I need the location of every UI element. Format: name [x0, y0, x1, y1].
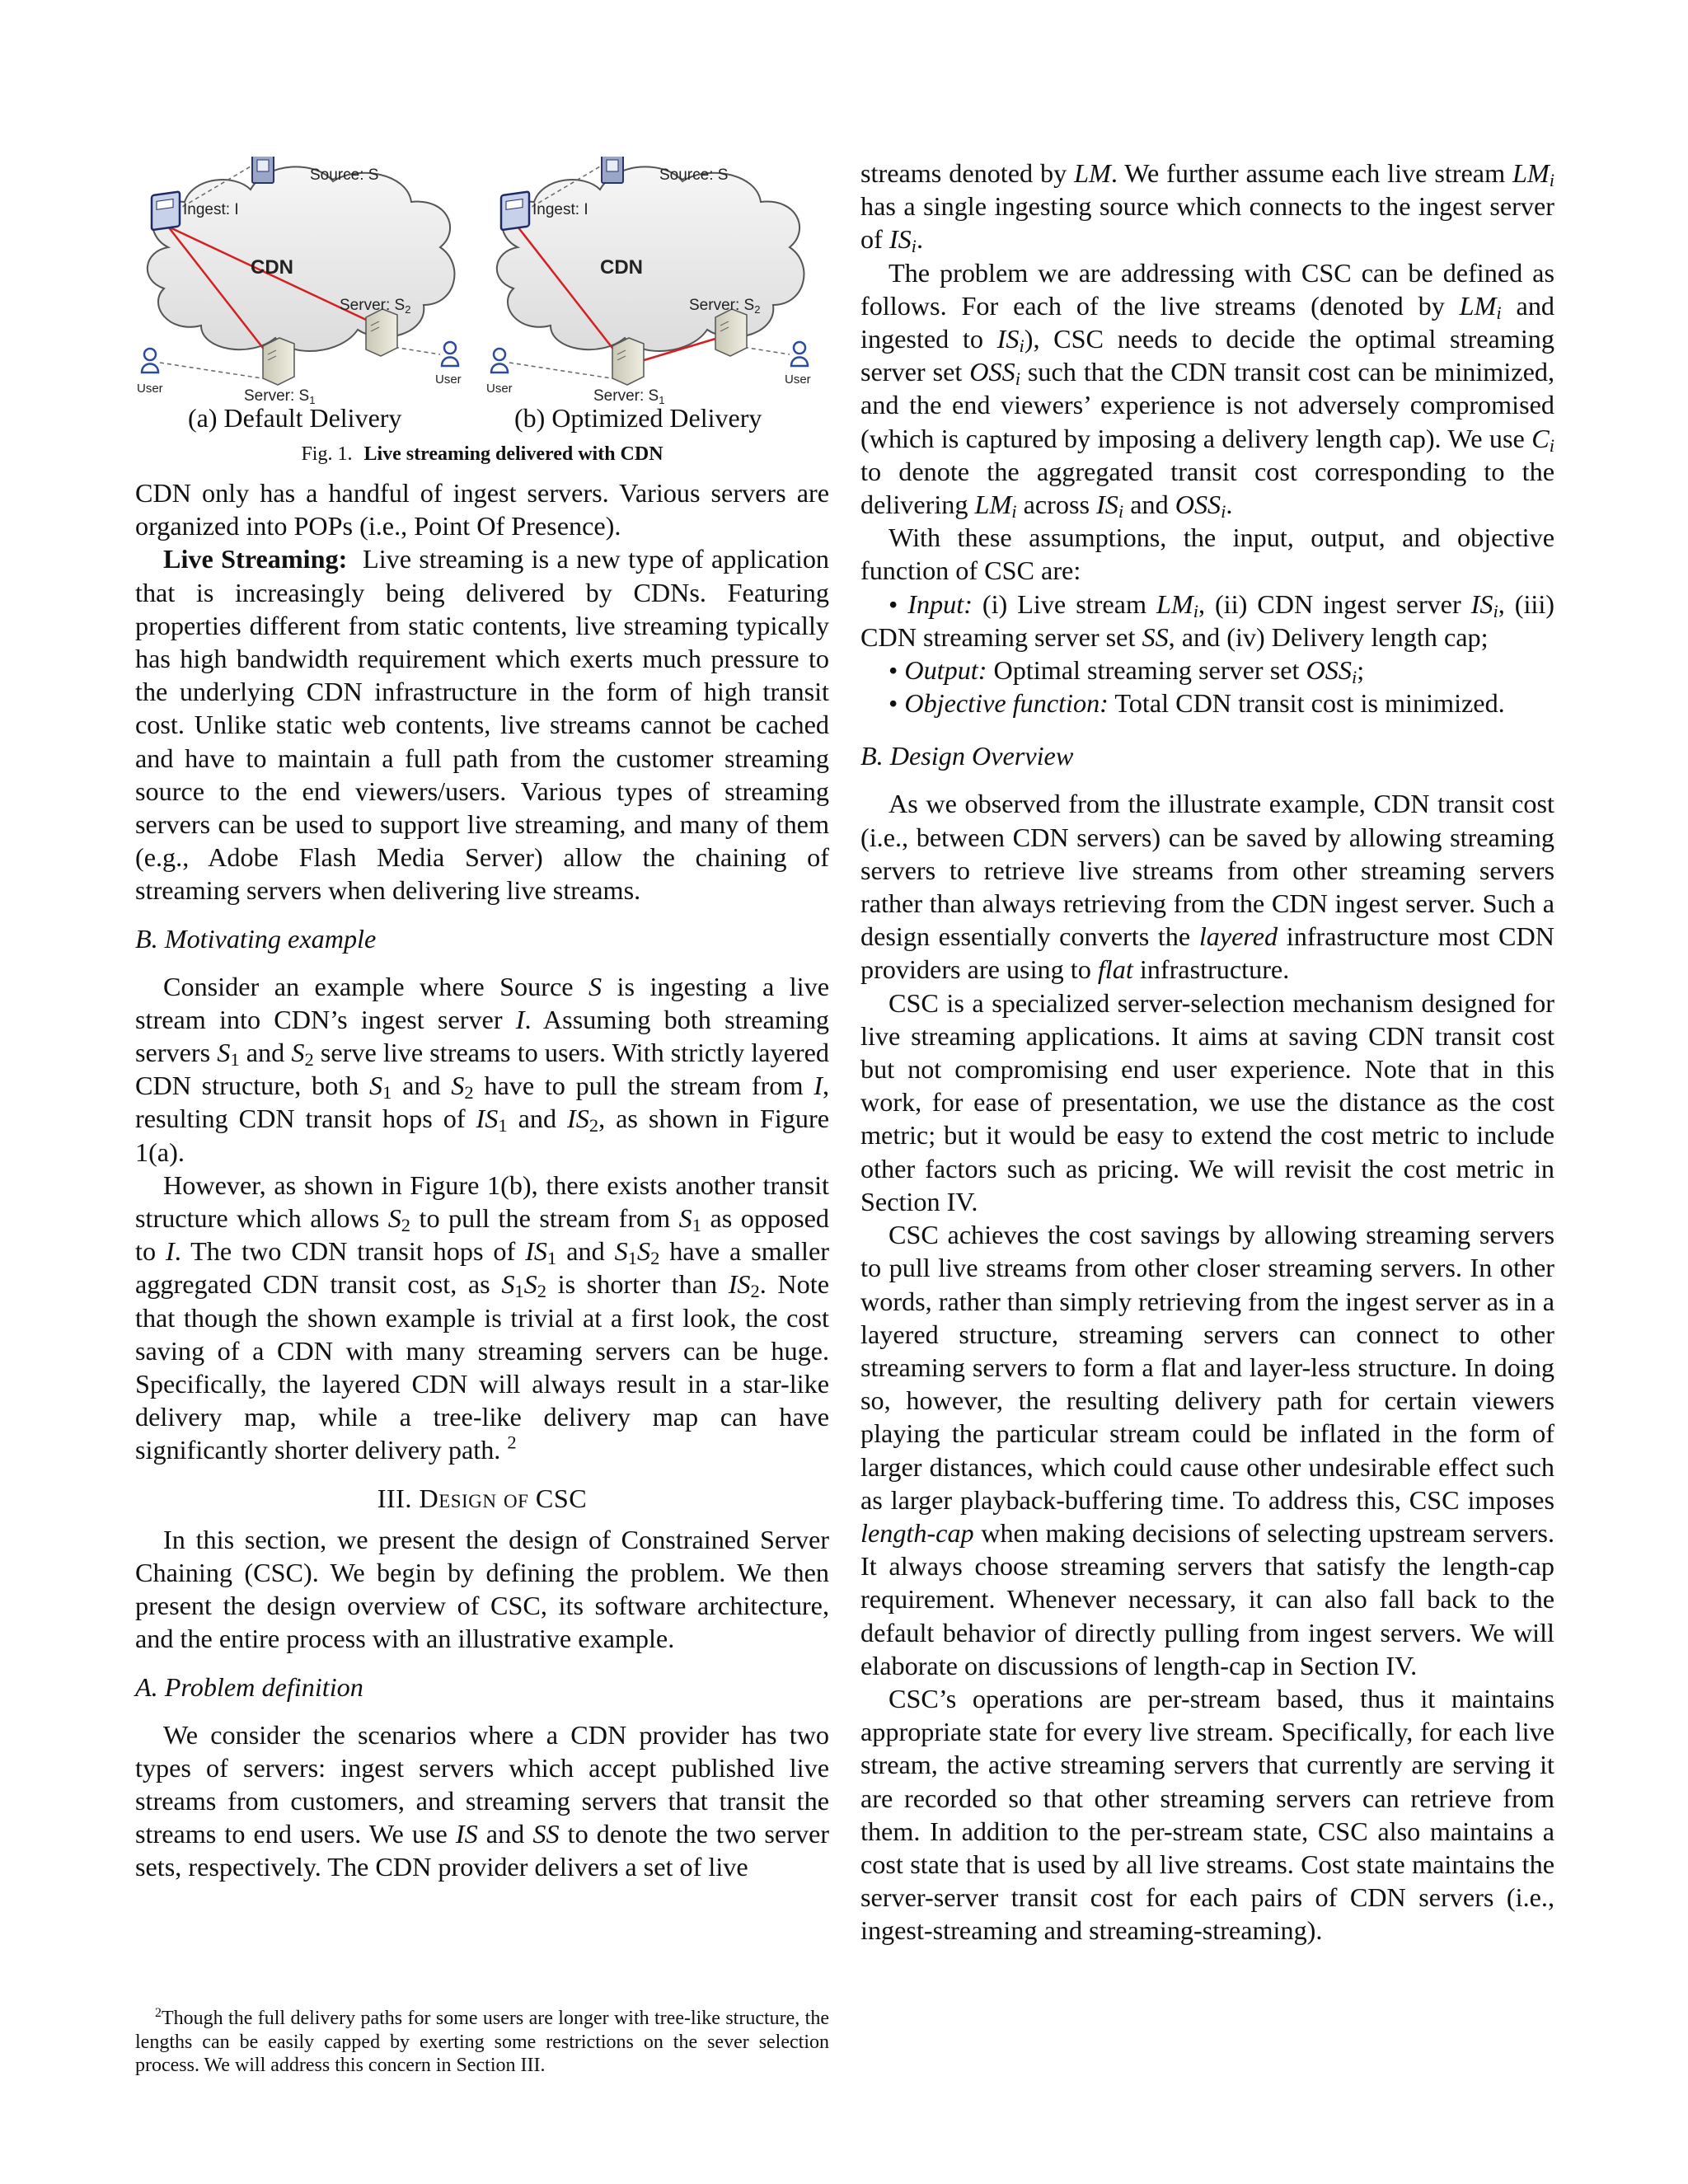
- server-s1-icon: [612, 338, 644, 385]
- paragraph: With these assumptions, the input, output, and objective function of CSC are:: [860, 523, 1554, 586]
- source-label: Source: S: [659, 166, 729, 184]
- paragraph-problem-def: The problem we are addressing with CSC can be defined as follows. For each of the live streams (denoted by $LM_i$ and ingested to $IS_i$), CSC needs to decide the optimal streaming server set $OSS_i$ such that the CDN transit cost can be minimized, and the end viewers’ experience is not adversely compromised (which is captured by imposing a delivery length cap). We use $C_i$ to denote the aggregated transit cost corresponding to the delivering $LM_i$ across $IS_i$ and $OSS_i$.: [860, 257, 1555, 522]
- server-s1-label: Server: $S_1$: [244, 387, 316, 404]
- figure-panel-a: [135, 157, 481, 404]
- cdn-label: CDN: [251, 256, 293, 279]
- server-s1-icon: [263, 338, 294, 385]
- server-s2-icon: [366, 309, 397, 356]
- paragraph: CDN only has a handful of ingest servers. Various servers are organized into POPs (i.e., Point Of Presence).: [135, 478, 829, 541]
- server-s2-label: Server: $S_2$: [340, 297, 411, 316]
- paragraph-overview-4: CSC’s operations are per-stream based, thus it maintains appropriate state for every live stream. Specifically, for each live stream, the active streaming servers that currently are serving it are recorded so that other streaming servers can retrieve from them. In addition to the per-stream state, CSC also maintains a cost state that is used by all live streams. Cost state maintains the server-server transit cost for each pairs of CDN servers (i.e., ingest-streaming and streaming-streaming).: [860, 1683, 1554, 1946]
- section-heading: III. Design of CSC: [377, 1483, 588, 1513]
- source-label: Source: S: [310, 166, 379, 184]
- left-column: [135, 157, 829, 1884]
- figure-title: Live streaming delivered with CDN: [363, 443, 663, 465]
- paragraph-continued: streams denoted by LM. We further assume each live stream $LM_i$ has a single ingesting source which connects to the ingest server of $IS_i$.: [860, 158, 1554, 257]
- user-label-left: User: [486, 382, 513, 396]
- source-server-icon: [602, 157, 623, 183]
- footnote: $^2$Though the full delivery paths for some users are longer with tree-like structure, the lengths can be easily capped by exerting some restrictions on the sever selection process. We will address this concern in Section III.: [135, 2006, 829, 2076]
- cdn-label: CDN: [600, 256, 643, 279]
- paragraph-problem: We consider the scenarios where a CDN provider has two types of servers: ingest servers which accept published live streams from customers, and streaming servers that transit the streams to end users. We use IS and SS to denote the two server sets, respectively. The CDN provider delivers a set of live: [135, 1719, 829, 1882]
- list-item: • Output: Optimal streaming server set $OSS_i$;: [889, 655, 1365, 687]
- subsection-heading: B. Design Overview: [860, 741, 1074, 771]
- subcaption-b: (b) Optimized Delivery: [514, 403, 762, 433]
- list-item: • Input: (i) Live stream $LM_i$, (ii) CDN ingest server $IS_i$, (iii) CDN streaming server set SS, and (iv) Delivery length cap;: [860, 588, 1554, 652]
- ingest-label: Ingest: I: [532, 201, 588, 218]
- server-s1-label: Server: $S_1$: [593, 387, 665, 404]
- paragraph-overview-1: As we observed from the illustrate example, CDN transit cost (i.e., between CDN servers) can be saved by allowing streaming servers to retrieve live streams from other streaming servers rather than always retrieving from the CDN ingest server. Such a design essentially converts the layered infrastructure most CDN providers are using to flat infrastructure.: [860, 789, 1554, 985]
- user-label-left: User: [137, 382, 163, 396]
- user-label-right: User: [435, 373, 462, 387]
- paragraph-overview-2: CSC is a specialized server-selection mechanism designed for live streaming applications. It aims at saving CDN transit cost but not compromising end user experience. Note that in this work, for ease of presentation, we use the distance as the cost metric; but it would be easy to extend the cost metric to include other factors such as pricing. We will revisit the cost metric in Section IV.: [860, 987, 1554, 1216]
- source-server-icon: [252, 157, 274, 183]
- user-icon: [442, 342, 458, 366]
- paragraph-overview-3: CSC achieves the cost savings by allowing streaming servers to pull live streams from other closer streaming servers. In other words, rather than simply retrieving from the ingest server as in a layered structure, streaming servers can connect to other streaming servers to form a flat and layer-less structure. In doing so, however, the resulting delivery path for certain viewers playing the particular stream could be inflated in the form of larger distances, which could cause other undesirable effect such as larger playback-buffering time. To address this, CSC imposes length-cap when making decisions of selecting upstream servers. It always choose streaming servers that satisfy the length-cap requirement. Whenever necessary, it can also fall back to the default behavior of directly pulling from ingest servers. We will elaborate on discussions of length-cap in Section IV.: [860, 1220, 1554, 1680]
- figure-1: [135, 157, 829, 470]
- ingest-label: Ingest: I: [183, 201, 239, 218]
- list-item: • Objective function: Total CDN transit cost is minimized.: [889, 688, 1505, 719]
- figure-caption: [135, 442, 829, 466]
- user-icon: [791, 342, 808, 366]
- user-icon: [491, 349, 508, 373]
- user-icon: [142, 349, 158, 373]
- server-s2-label: Server: $S_2$: [689, 297, 761, 316]
- paragraph-live-streaming: Live Streaming: Live streaming is a new type of application that is increasingly being delivered by CDNs. Featuring properties different from static contents, live streaming typically has high bandwidth requirement which exerts much pressure to the underlying CDN infrastructure in the form of high transit cost. Unlike static web contents, live streams cannot be cached and have to maintain a full path from the customer streaming source to the end viewers/users. Various types of streaming servers can be used to support live streaming, and many of them (e.g., Adobe Flash Media Server) allow the chaining of streaming servers when delivering live streams.: [135, 544, 830, 906]
- ingest-server-icon: [152, 191, 180, 230]
- server-s2-icon: [715, 309, 747, 356]
- subsection-heading: A. Problem definition: [135, 1671, 363, 1702]
- subcaption-a: (a) Default Delivery: [188, 403, 402, 433]
- subsection-heading: B. Motivating example: [135, 923, 377, 954]
- figure-panel-b: [485, 157, 831, 404]
- paragraph-motivating-2: However, as shown in Figure 1(b), there exists another transit structure which allows $S_2$ to pull the stream from $S_1$ as opposed to I. The two CDN transit hops of $IS_1$ and $S_1S_2$ have a smaller aggregated CDN transit cost, as $S_1S_2$ is shorter than $IS_2$. Note that though the shown example is trivial at a first look, the cost saving of a CDN with many streaming servers can be huge. Specifically, the layered CDN will always result in a star-like delivery map, while a tree-like delivery map can have significantly shorter delivery path. $^2$: [135, 1169, 830, 1465]
- user-label-right: User: [785, 373, 811, 387]
- ingest-server-icon: [501, 191, 529, 230]
- paragraph-design-intro: In this section, we present the design of Constrained Server Chaining (CSC). We begin by defining the problem. We then present the design overview of CSC, its software architecture, and the entire process with an illustrative example.: [135, 1524, 829, 1654]
- run-in-heading: Live Streaming:: [163, 544, 348, 574]
- paragraph-motivating-1: Consider an example where Source S is ingesting a live stream into CDN’s ingest server I. Assuming both streaming servers $S_1$ and $S_2$ serve live streams to users. With strictly layered CDN structure, both $S_1$ and $S_2$ have to pull the stream from I, resulting CDN transit hops of $IS_1$ and $IS_2$, as shown in Figure 1(a).: [135, 971, 830, 1167]
- right-column: [860, 157, 1554, 1947]
- footnote-marker: 2: [507, 1432, 517, 1454]
- definition-list: [860, 588, 1554, 720]
- figure-label: Fig. 1.: [301, 443, 353, 465]
